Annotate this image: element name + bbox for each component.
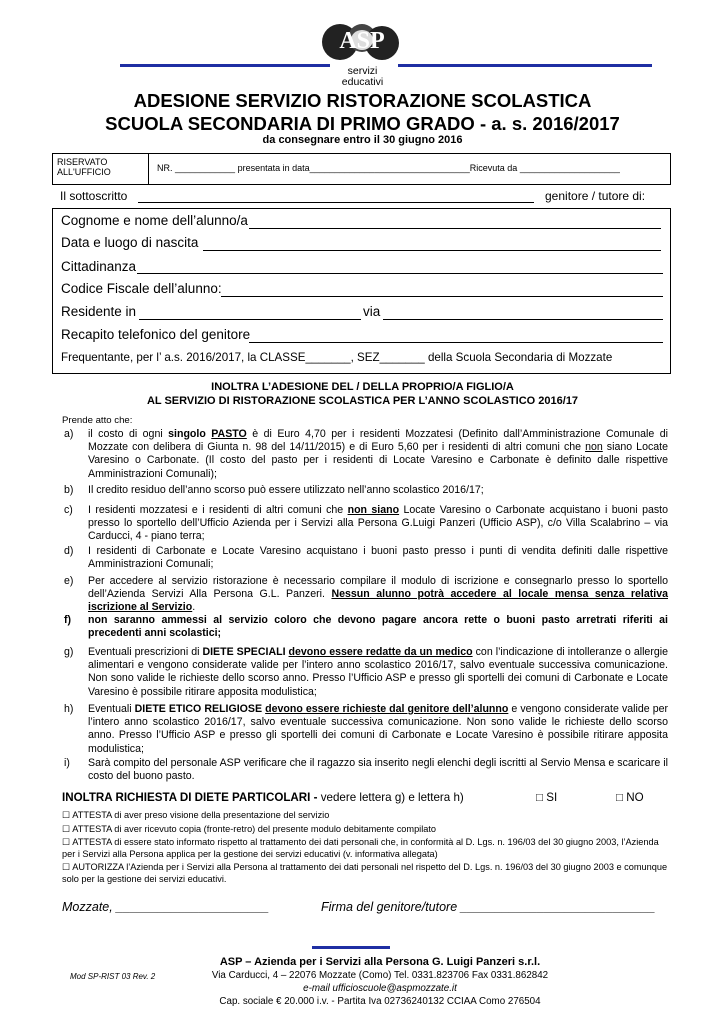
item-g xyxy=(64,646,668,699)
deadline: da consegnare entro il 30 giugno 2016 xyxy=(262,134,463,146)
signature-field[interactable]: Firma del genitore/tutore ____________________________ xyxy=(321,900,656,914)
item-a-p1: il costo di ogni xyxy=(88,428,169,440)
item-d-letter: d) xyxy=(64,545,74,557)
subscriber-label: Il sottoscritto xyxy=(60,189,128,203)
item-c-p1: I residenti mozzatesi e i residenti di altri comuni che xyxy=(88,504,348,516)
footer-email[interactable]: e-mail ufficioscuole@aspmozzate.it xyxy=(303,983,457,994)
item-i xyxy=(64,757,668,783)
item-b-text: Il credito residuo dell’anno scorso può essere utilizzato nell’anno scolastico 2016/17; xyxy=(88,484,484,496)
office-label xyxy=(53,154,149,184)
diets-label-bold: INOLTRA RICHIESTA DI DIETE PARTICOLARI - xyxy=(62,791,318,804)
footer-company: ASP – Azienda per i Servizi alla Persona G. Luigi Panzeri s.r.l. xyxy=(219,956,541,968)
item-c xyxy=(64,504,668,544)
item-a-u2: non xyxy=(585,441,603,454)
logo-letters: ASP xyxy=(339,28,385,54)
item-e-bu1: Nessun alunno potrà accedere al locale mensa senza relativa iscrizione al Servizio xyxy=(88,588,668,614)
diets-no-checkbox[interactable]: □ NO xyxy=(616,791,644,804)
name-input[interactable] xyxy=(249,228,661,229)
item-i-letter: i) xyxy=(64,757,70,769)
footer-address: Via Carducci, 4 – 22076 Mozzate (Como) Tel. 0331.823706 Fax 0331.862842 xyxy=(211,970,549,981)
birth-label: Data e luogo di nascita xyxy=(61,235,199,250)
item-d xyxy=(64,545,668,571)
office-label-line1: RISERVATO xyxy=(57,157,108,167)
item-a xyxy=(64,428,668,481)
item-h-b1: DIETE ETICO RELIGIOSE xyxy=(134,703,266,715)
check-data-authorization[interactable]: ☐ AUTORIZZA l’Azienda per i Servizi alla Persona al trattamento dei dati personali nel rispetto del D. Lgs. n. 196/03 del 30 giugno 2003 e comunque solo per la gestione dei servizi educativi. xyxy=(62,862,668,884)
item-h-letter: h) xyxy=(64,703,74,715)
subscriber-input[interactable] xyxy=(138,202,534,203)
subscriber-suffix: genitore / tutore di: xyxy=(545,189,646,203)
item-i-text: Sarà compito del personale ASP verificare che il ragazzo sia inserito negli elenchi degli iscritti al Servio Mensa e scaricare il costo del buono pasto. xyxy=(88,757,668,783)
via-label: via xyxy=(363,304,381,319)
item-a-u1: PASTO xyxy=(211,428,247,440)
item-g-letter: g) xyxy=(64,646,74,658)
logo-caption-line2: educativi xyxy=(341,76,384,88)
fiscal-code-label: Codice Fiscale dell’alunno: xyxy=(61,281,222,296)
logo-caption xyxy=(300,66,425,88)
via-input[interactable] xyxy=(383,319,663,320)
item-a-p3: siano Locate Varesino o Carbonate. (Il costo del pasto per i residenti di Locate Varesino e Carbonate è definito dalle rispettive Amministrazioni Comunali); xyxy=(88,441,668,480)
birth-input[interactable] xyxy=(203,250,661,251)
office-box xyxy=(52,153,671,185)
footer-capital: Cap. sociale € 20.000 i.v. - Partita Iva 02736240132 CCIAA Como 276504 xyxy=(219,996,541,1007)
form-code: Mod SP-RIST 03 Rev. 2 xyxy=(70,972,156,981)
item-e-p2: . xyxy=(192,601,196,614)
request-line2: AL SERVIZIO DI RISTORAZIONE SCOLASTICA PER L’ANNO SCOLASTICO 2016/17 xyxy=(146,395,579,407)
item-f-letter: f) xyxy=(64,614,72,626)
item-h-bu1: devono essere richieste dal genitore dell’alunno xyxy=(265,703,509,715)
citizenship-input[interactable] xyxy=(137,273,663,274)
diets-yes-checkbox[interactable]: □ SI xyxy=(536,791,558,804)
item-a-p2: è di Euro 4,70 per i residenti Mozzatesi (Definito dall’Amministrazione Comunale di Mozzate con delibera di Giunta n. 98 del 14/11/2015) e di Euro 5,60 per i residenti di altri comuni che xyxy=(88,428,668,454)
item-h xyxy=(64,703,669,756)
title-line2: SCUOLA SECONDARIA DI PRIMO GRADO - a. s. 2016/2017 xyxy=(105,113,620,134)
item-g-p2: con l’indicazione di intolleranze o allergie alimentari e vengono considerate valide per l’intero anno scolastico 2016/17, salvo eventuale successiva comunicazione. Non sono valide le richieste dello scorso anno. Presso l’Ufficio ASP e presso gli sportelli dei comuni di Carbonate e Locate Varesino è possibile ritirare apposita modulistica; xyxy=(88,646,668,698)
item-c-p2: Locate Varesino o Carbonate acquistano i buoni pasto presso lo sportello dell’Ufficio Azienda per i Servizi alla Persona G.Luigi Panzeri (Ufficio ASP), c/o Villa Scalabrino – via Carducci, 4 - piano terra; xyxy=(88,504,668,543)
request-line1: INOLTRA L’ADESIONE DEL / DELLA PROPRIO/A FIGLIO/A xyxy=(211,381,514,393)
item-g-p1: Eventuali prescrizioni di xyxy=(88,646,203,658)
phone-input[interactable] xyxy=(249,342,663,343)
intro: Prende atto che: xyxy=(62,415,133,426)
office-label-line2: ALL'UFFICIO xyxy=(57,167,111,177)
asp-logo-icon xyxy=(318,18,406,64)
residence-label: Residente in xyxy=(61,304,137,319)
phone-label: Recapito telefonico del genitore xyxy=(61,327,251,342)
item-g-b1: DIETE SPECIALI xyxy=(202,646,289,658)
item-d-text: I residenti di Carbonate e Locate Varesino acquistano i buoni pasto presso i punti di vendita definiti dalle rispettive Amministrazioni Comunali; xyxy=(88,545,668,571)
name-label: Cognome e nome dell’alunno/a xyxy=(61,213,248,228)
item-a-b1: singolo xyxy=(168,428,212,440)
fiscal-code-input[interactable] xyxy=(221,296,663,297)
residence-input[interactable] xyxy=(139,319,361,320)
item-b xyxy=(64,484,668,497)
diets-label-rest: vedere lettera g) e lettera h) xyxy=(317,791,464,804)
item-f xyxy=(64,614,668,640)
item-h-p1: Eventuali xyxy=(88,703,135,715)
item-e-p1: Per accedere al servizio ristorazione è necessario compilare il modulo di iscrizione e consegnarlo presso lo sportello dell’Azienda Servizi Alla Persona G.L. Panzeri. xyxy=(88,575,668,601)
item-g-bu1: devono essere redatte da un medico xyxy=(288,646,473,658)
check-data-informed[interactable]: ☐ ATTESTA di essere stato informato rispetto al trattamento dei dati personali che, in conformità al D. Lgs. n. 196/03 del 30 giugno 2003, l’Azienda per i Servizi alla Persona applica per la gestione dei servizi educativi (v. informativa allegata) xyxy=(62,837,659,859)
office-nr[interactable]: NR. ____________ presentata in data________________________________Ricevuta da ____________________ xyxy=(157,163,620,173)
header-rule-left xyxy=(120,64,330,67)
item-h-p2: e vengono considerate valide per l’intero anno scolastico 2016/17, salvo eventuale successiva comunicazione. Non sono valide le richieste dello scorso anno. Presso l’Ufficio ASP e presso gli sportelli dei comuni di Carbonate e Locate Varesino è possibile ritirare apposita modulistica; xyxy=(88,703,669,755)
header-rule-right xyxy=(398,64,652,67)
place-field[interactable]: Mozzate, ______________________ xyxy=(62,900,270,914)
item-e xyxy=(64,575,668,615)
item-e-letter: e) xyxy=(64,575,74,587)
citizenship-label: Cittadinanza xyxy=(61,259,137,274)
class-line[interactable]: Frequentante, per l’ a.s. 2016/2017, la CLASSE_______, SEZ_______ della Scuola Secondaria di Mozzate xyxy=(61,351,613,364)
item-f-text: non saranno ammessi al servizio coloro che devono pagare ancora rette o buoni pasto arretrati riferiti ai precedenti anni scolastici; xyxy=(88,614,668,640)
footer-rule xyxy=(312,946,390,949)
item-c-u1: non siano xyxy=(347,504,400,516)
item-a-letter: a) xyxy=(64,428,74,440)
logo-caption-line1: servizi xyxy=(347,65,378,77)
check-privacy-presentation[interactable]: ☐ ATTESTA di aver preso visione della presentazione del servizio xyxy=(62,810,330,820)
item-c-letter: c) xyxy=(64,504,73,516)
title-line1: ADESIONE SERVIZIO RISTORAZIONE SCOLASTICA xyxy=(133,90,592,111)
item-b-letter: b) xyxy=(64,484,74,496)
student-box xyxy=(52,208,671,374)
check-copy-received[interactable]: ☐ ATTESTA di aver ricevuto copia (fronte-retro) del presente modulo debitamente compilato xyxy=(62,824,437,834)
diets-request xyxy=(62,791,464,804)
